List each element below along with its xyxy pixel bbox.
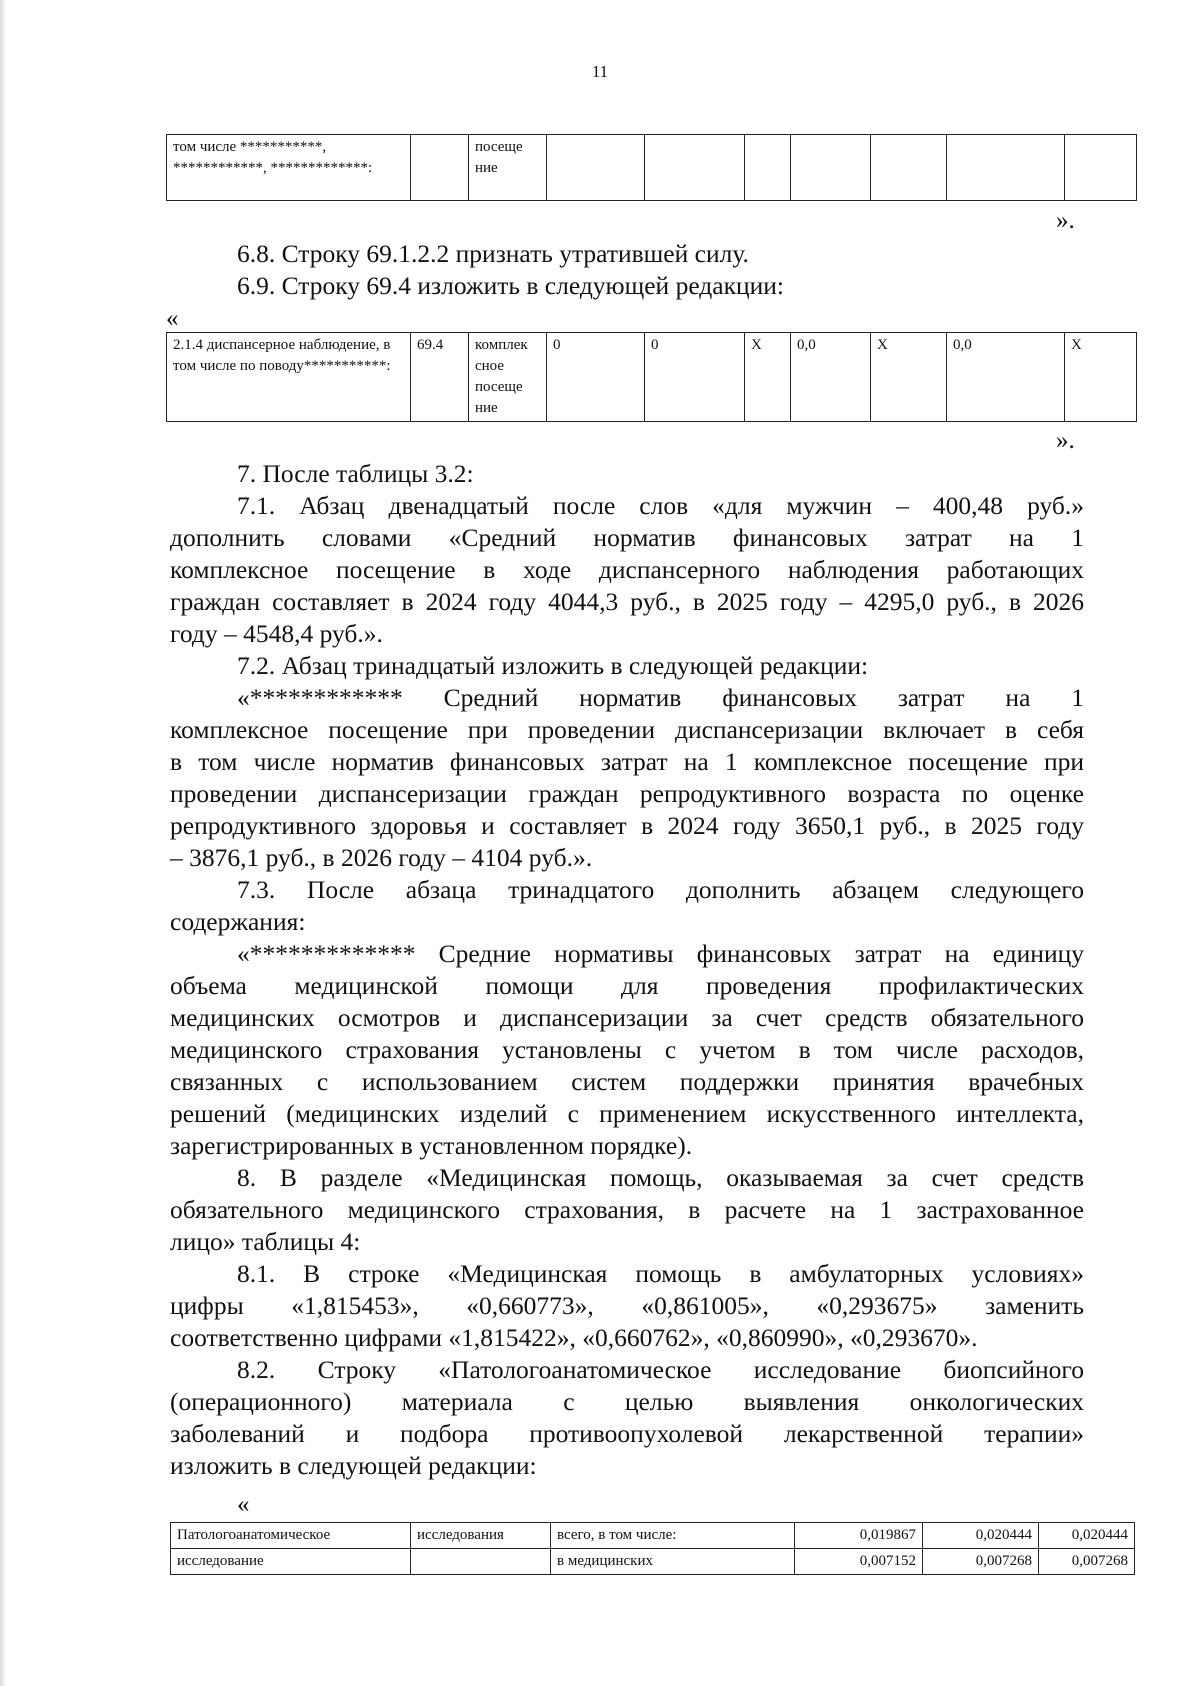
paragraph-line: соответственно цифрами «1,815422», «0,660762», «0,860990», «0,293670». <box>170 1323 978 1352</box>
item-7: 7. После таблицы 3.2: <box>237 459 474 488</box>
table-cell: 69.4 <box>411 333 469 422</box>
table-cell: X <box>871 333 947 422</box>
table-cell: 0,007268 <box>923 1549 1039 1575</box>
opening-quote: « <box>237 1491 250 1518</box>
table-cell: 0,020444 <box>923 1523 1039 1549</box>
paragraph-line: обязательного медицинского страхования, в расчете на 1 застрахованное <box>170 1195 1084 1224</box>
table-cell: 0,0 <box>791 333 871 422</box>
table-cell: исследования <box>411 1523 551 1549</box>
table-cell: всего, в том числе: <box>551 1523 795 1549</box>
paragraph-line: комплексное посещение при проведении диспансеризации включает в себя <box>170 715 1084 744</box>
table-pathology <box>170 1522 1135 1575</box>
paragraph-line: изложить в следующей редакции: <box>170 1451 537 1480</box>
paragraph-line: зарегистрированных в установленном порядке). <box>170 1131 693 1160</box>
table-cell: исследование <box>171 1549 411 1575</box>
table-cell <box>411 135 469 201</box>
paragraph-line: объема медицинской помощи для проведения профилактических <box>170 971 1084 1000</box>
paragraph-line: заболеваний и подбора противоопухолевой лекарственной терапии» <box>170 1419 1084 1448</box>
table-cell <box>745 135 791 201</box>
table-cell: том числе ***********, ************, *************: <box>167 135 411 201</box>
table-cell: 0 <box>547 333 645 422</box>
table-cell <box>871 135 947 201</box>
table-cell: 0,0 <box>947 333 1065 422</box>
table-row <box>171 1549 1135 1575</box>
table-cell <box>547 135 645 201</box>
paragraph-line: комплексное посещение в ходе диспансерного наблюдения работающих <box>170 555 1084 584</box>
table-cell: X <box>1065 333 1137 422</box>
paragraph-line: проведении диспансеризации граждан репродуктивного возраста по оценке <box>170 779 1084 808</box>
paragraph-line: лицо» таблицы 4: <box>170 1227 361 1256</box>
item-6-8: 6.8. Строку 69.1.2.2 признать утратившей силу. <box>237 239 749 268</box>
table-cell: посеще ние <box>469 135 547 201</box>
paragraph-line: граждан составляет в 2024 году 4044,3 руб., в 2025 году – 4295,0 руб., в 2026 <box>170 587 1084 616</box>
table-row <box>167 135 1137 201</box>
table-cell <box>1065 135 1137 201</box>
paragraph-line: – 3876,1 руб., в 2026 году – 4104 руб.». <box>170 843 593 872</box>
table-fragment-top <box>166 134 1137 201</box>
table-cell: X <box>745 333 791 422</box>
table-cell <box>947 135 1065 201</box>
table-cell <box>411 1549 551 1575</box>
table-cell: 0 <box>645 333 745 422</box>
closing-quote: ». <box>1056 427 1075 454</box>
paragraph-line: содержания: <box>170 907 306 936</box>
table-cell: 0,007152 <box>795 1549 923 1575</box>
paragraph-line: решений (медицинских изделий с применением искусственного интеллекта, <box>170 1099 1084 1128</box>
item-7-2: 7.2. Абзац тринадцатый изложить в следующей редакции: <box>237 651 869 680</box>
table-row <box>171 1523 1135 1549</box>
paragraph-line: связанных с использованием систем поддержки принятия врачебных <box>170 1067 1084 1096</box>
paragraph-line: репродуктивного здоровья и составляет в 2024 году 3650,1 руб., в 2025 году <box>170 811 1084 840</box>
table-cell: в медицинских <box>551 1549 795 1575</box>
table-cell: 0,020444 <box>1039 1523 1135 1549</box>
paragraph-line: медицинских осмотров и диспансеризации за счет средств обязательного <box>170 1003 1084 1032</box>
table-cell: 2.1.4 диспансерное наблюдение, в том числе по поводу***********: <box>167 333 411 422</box>
closing-quote: ». <box>1056 207 1075 234</box>
table-cell: комплек сное посеще ние <box>469 333 547 422</box>
item-6-9: 6.9. Строку 69.4 изложить в следующей редакции: <box>237 271 785 300</box>
paragraph-line: (операционного) материала с целью выявления онкологических <box>170 1387 1084 1416</box>
paragraph-line: цифры «1,815453», «0,660773», «0,861005», «0,293675» заменить <box>170 1291 1084 1320</box>
table-cell: Патологоанатомическое <box>171 1523 411 1549</box>
table-row-69-4 <box>166 332 1137 422</box>
table-cell: 0,019867 <box>795 1523 923 1549</box>
paragraph-line: 8. В разделе «Медицинская помощь, оказываемая за счет средств <box>237 1163 1084 1192</box>
paragraph-line: году – 4548,4 руб.». <box>170 619 383 648</box>
paragraph-line: 8.1. В строке «Медицинская помощь в амбулаторных условиях» <box>237 1259 1084 1288</box>
paragraph-line: «************* Средние нормативы финансовых затрат на единицу <box>237 939 1084 968</box>
paragraph-line: 8.2. Строку «Патологоанатомическое исследование биопсийного <box>237 1355 1084 1384</box>
paragraph-line: 7.3. После абзаца тринадцатого дополнить абзацем следующего <box>237 875 1084 904</box>
scan-edge <box>0 0 6 1686</box>
paragraph-line: дополнить словами «Средний норматив финансовых затрат на 1 <box>170 523 1084 552</box>
table-row <box>167 333 1137 422</box>
table-cell <box>645 135 745 201</box>
paragraph-line: в том числе норматив финансовых затрат на 1 комплексное посещение при <box>170 747 1084 776</box>
page-number: 11 <box>591 62 609 81</box>
table-cell: 0,007268 <box>1039 1549 1135 1575</box>
paragraph-line: «************ Средний норматив финансовых затрат на 1 <box>237 683 1084 712</box>
paragraph-line: 7.1. Абзац двенадцатый после слов «для мужчин – 400,48 руб.» <box>237 491 1084 520</box>
paragraph-line: медицинского страхования установлены с учетом в том числе расходов, <box>170 1035 1084 1064</box>
opening-quote: « <box>166 305 179 332</box>
table-cell <box>791 135 871 201</box>
